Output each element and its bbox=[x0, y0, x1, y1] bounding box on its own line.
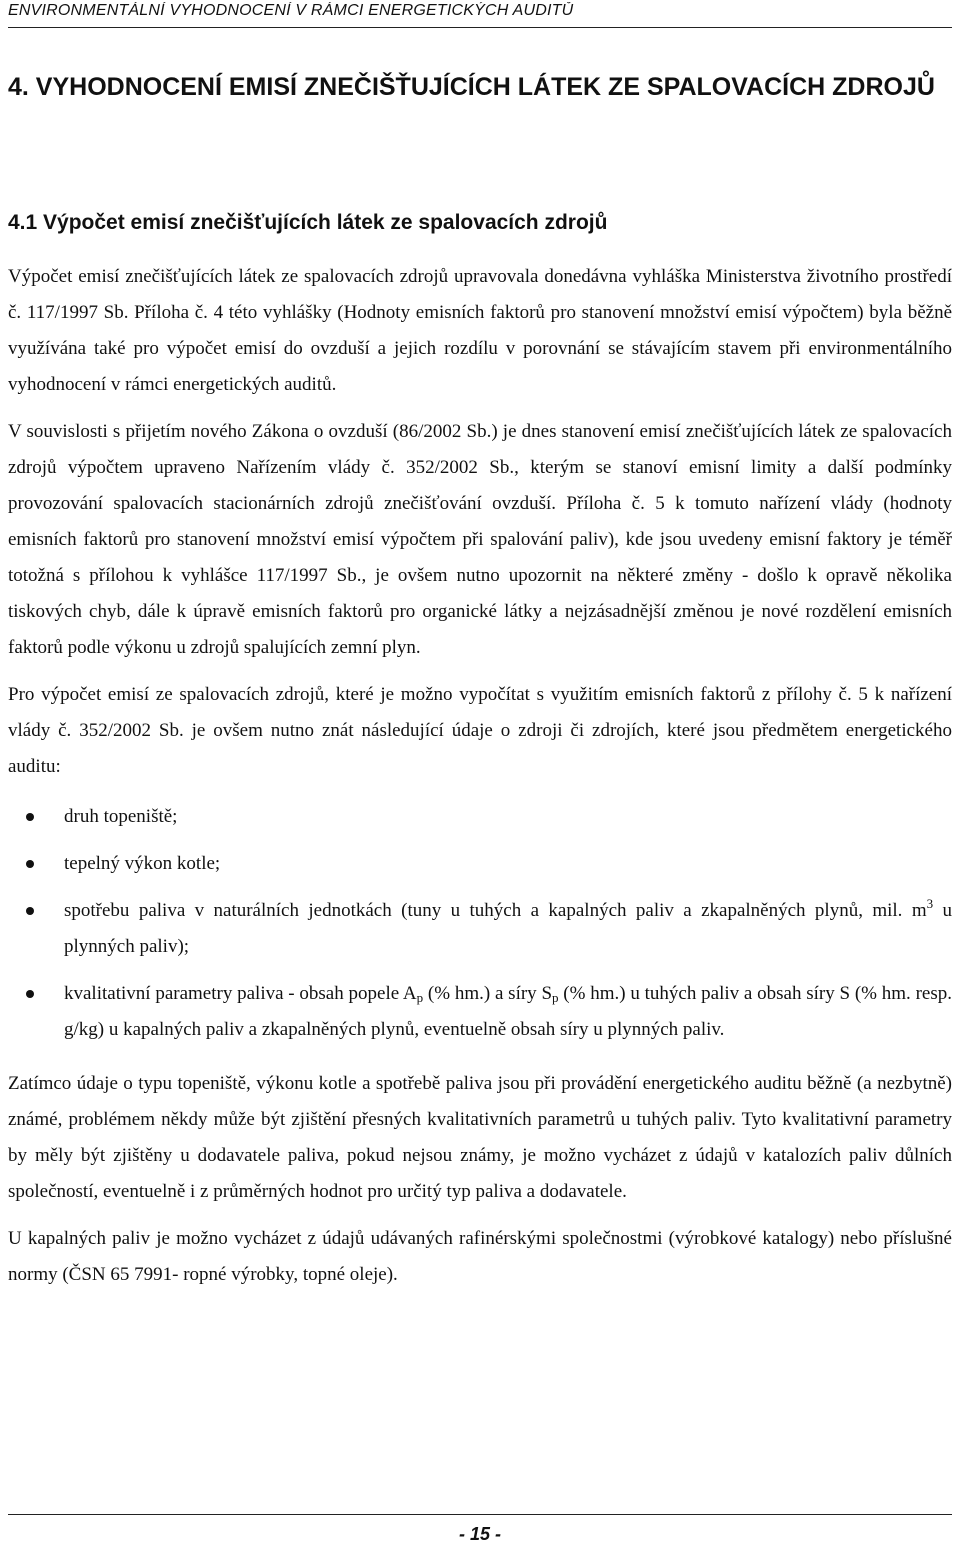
subsection-title: 4.1 Výpočet emisí znečišťujících látek ze spalovacích zdrojů bbox=[8, 211, 608, 234]
footer-divider bbox=[8, 1514, 952, 1515]
list-item bbox=[8, 799, 952, 835]
list-item bbox=[8, 976, 952, 1048]
bullet-icon bbox=[26, 860, 34, 868]
subscript: p bbox=[552, 990, 559, 1005]
list-item-text: kvalitativní parametry paliva - obsah popele A bbox=[64, 983, 417, 1004]
running-header: ENVIRONMENTÁLNÍ VYHODNOCENÍ V RÁMCI ENERGETICKÝCH AUDITŮ bbox=[8, 2, 952, 28]
superscript: 3 bbox=[926, 896, 934, 911]
bullet-icon bbox=[26, 990, 34, 998]
bullet-icon bbox=[26, 813, 34, 821]
list-item-text: (% hm.) a síry S bbox=[423, 983, 553, 1004]
section-title: 4. VYHODNOCENÍ EMISÍ ZNEČIŠŤUJÍCÍCH LÁTEK ZE SPALOVACÍCH ZDROJŮ bbox=[8, 73, 935, 101]
list-item-text: druh topeniště; bbox=[64, 806, 178, 827]
paragraph-1: Výpočet emisí znečišťujících látek ze spalovacích zdrojů upravovala donedávna vyhláška Ministerstva životního prostředí č. 117/1997 Sb. Příloha č. 4 této vyhlášky (Hodnoty emisních faktorů pro stanovení množství emisí výpočtem) byla běžně využívána také pro výpočet emisí do ovzduší a jejich rozdílu v porovnání se stávajícím stavem při environmentálního vyhodnocení v rámci energetických auditů. bbox=[8, 266, 952, 395]
list-item bbox=[8, 846, 952, 882]
bullet-icon bbox=[26, 907, 34, 915]
list-item bbox=[8, 893, 952, 965]
list-item-text: (% hm.) u tuhých paliv a obsah síry S (% hm. resp. g/kg) u kapalných paliv a zkapalněných plynů, eventuelně obsah síry u plynných paliv. bbox=[64, 983, 952, 1040]
list-item-text: u plynných paliv); bbox=[64, 900, 952, 957]
body-text bbox=[8, 259, 952, 1304]
list-item-text: spotřebu paliva v naturálních jednotkách (tuny u tuhých a kapalných paliv a zkapalněných plynů, mil. m bbox=[64, 900, 927, 921]
paragraph-3: Pro výpočet emisí ze spalovacích zdrojů, které je možno vypočítat s využitím emisních faktorů z přílohy č. 5 k nařízení vlády č. 352/2002 Sb. je ovšem nutno znát následující údaje o zdroji či zdrojích, které jsou předmětem energetického auditu: bbox=[8, 684, 952, 777]
paragraph-2: V souvislosti s přijetím nového Zákona o ovzduší (86/2002 Sb.) je dnes stanovení emisí znečišťujících látek ze spalovacích zdrojů výpočtem upraveno Nařízením vlády č. 352/2002 Sb., kterým se stanoví emisní limity a další podmínky provozování spalovacích stacionárních zdrojů znečišťování ovzduší. Příloha č. 5 k tomuto nařízení vlády (hodnoty emisních faktorů pro stanovení množství emisí výpočtem při spalování paliv), kde jsou uvedeny emisní faktory je téměř totožná s přílohou k vyhlášce 117/1997 Sb., je ovšem nutno upozornit na některé změny - došlo k opravě několika tiskových chyb, dále k úpravě emisních faktorů pro organické látky a nejzásadnější změnou je nové rozdělení emisních faktorů podle výkonu u zdrojů spalujících zemní plyn. bbox=[8, 421, 952, 658]
page-number: - 15 - bbox=[458, 1524, 501, 1544]
subscript: p bbox=[416, 990, 424, 1005]
paragraph-4: Zatímco údaje o typu topeniště, výkonu kotle a spotřebě paliva jsou při provádění energetického auditu běžně (a nezbytně) známé, problémem někdy může být zjištění přesných kvalitativních parametrů u tuhých paliv. Tyto kvalitativní parametry by měly být zjištěny u dodavatele paliva, pokud nejsou známy, je možno vycházet z údajů v katalozích paliv důlních společností, eventuelně i z průměrných hodnot pro určitý typ paliva a dodavatele. bbox=[8, 1073, 952, 1202]
required-data-list bbox=[8, 799, 952, 1048]
list-item-text: tepelný výkon kotle; bbox=[64, 853, 221, 874]
paragraph-5: U kapalných paliv je možno vycházet z údajů udávaných rafinérskými společnostmi (výrobkové katalogy) nebo příslušné normy (ČSN 65 7991- ropné výrobky, topné oleje). bbox=[8, 1228, 952, 1285]
